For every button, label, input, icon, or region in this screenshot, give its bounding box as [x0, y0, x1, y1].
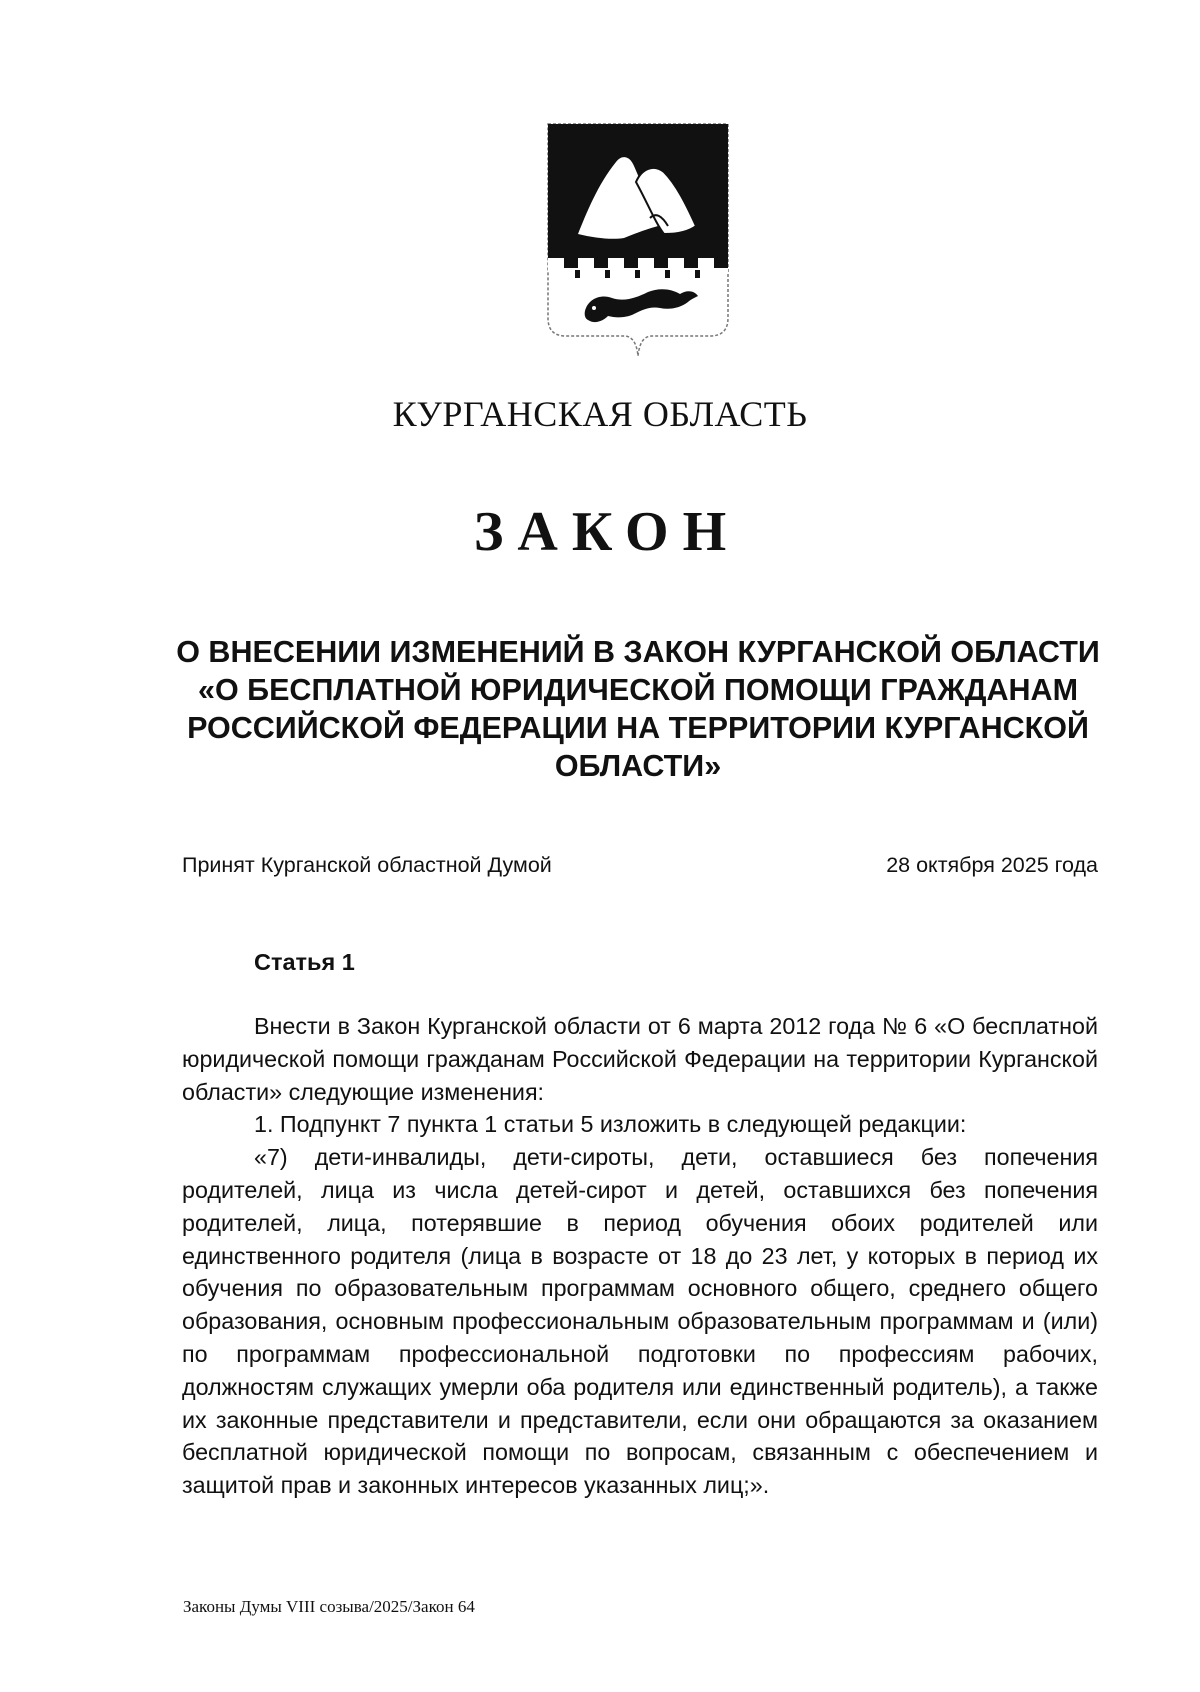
- article-paragraph: «7) дети-инвалиды, дети-сироты, дети, оставшиеся без попечения родителей, лица из числа детей-сирот и детей, оставшихся без попечения родителей, лица, потерявшие в период обучения обоих родителей или единственного родителя (лица в возрасте от 18 до 23 лет, у которых в период их обучения по образовательным программам основного общего, среднего общего образования, основным профессиональным образовательным программам и (или) по программам профессиональной подготовки по профессиям рабочих, должностям служащих умерли оба родителя или единственный родитель), а также их законные представители и представители, если они обращаются за оказанием бесплатной юридической помощи по вопросам, связанным с обеспечением и защитой прав и законных интересов указанных лиц;».: [182, 1144, 1098, 1499]
- adoption-line: [182, 850, 1098, 880]
- article-body: [182, 1010, 1098, 1502]
- coat-of-arms-emblem: [546, 122, 730, 358]
- footer-note: Законы Думы VIII созыва/2025/Закон 64: [183, 1597, 475, 1616]
- article-paragraph: 1. Подпункт 7 пункта 1 статьи 5 изложить в следующей редакции:: [254, 1111, 967, 1138]
- adoption-date: 28 октября 2025 года: [886, 853, 1098, 877]
- document-type-heading: ЗАКОН: [473, 501, 741, 563]
- article-heading: Статья 1: [254, 949, 355, 975]
- marten-eye: [592, 306, 596, 310]
- adopted-by: Принят Курганской областной Думой: [182, 853, 552, 877]
- region-title: КУРГАНСКАЯ ОБЛАСТЬ: [392, 394, 808, 434]
- law-title: О ВНЕСЕНИИ ИЗМЕНЕНИЙ В ЗАКОН КУРГАНСКОЙ ОБЛАСТИ «О БЕСПЛАТНОЙ ЮРИДИЧЕСКОЙ ПОМОЩИ ГРАЖДАНАМ РОССИЙСКОЙ ФЕДЕРАЦИИ НА ТЕРРИТОРИИ КУРГАНСКОЙ ОБЛАСТИ»: [176, 635, 1100, 783]
- article-paragraph: Внести в Закон Курганской области от 6 марта 2012 года № 6 «О бесплатной юридической помощи гражданам Российской Федерации на территории Курганской области» следующие изменения:: [182, 1013, 1098, 1105]
